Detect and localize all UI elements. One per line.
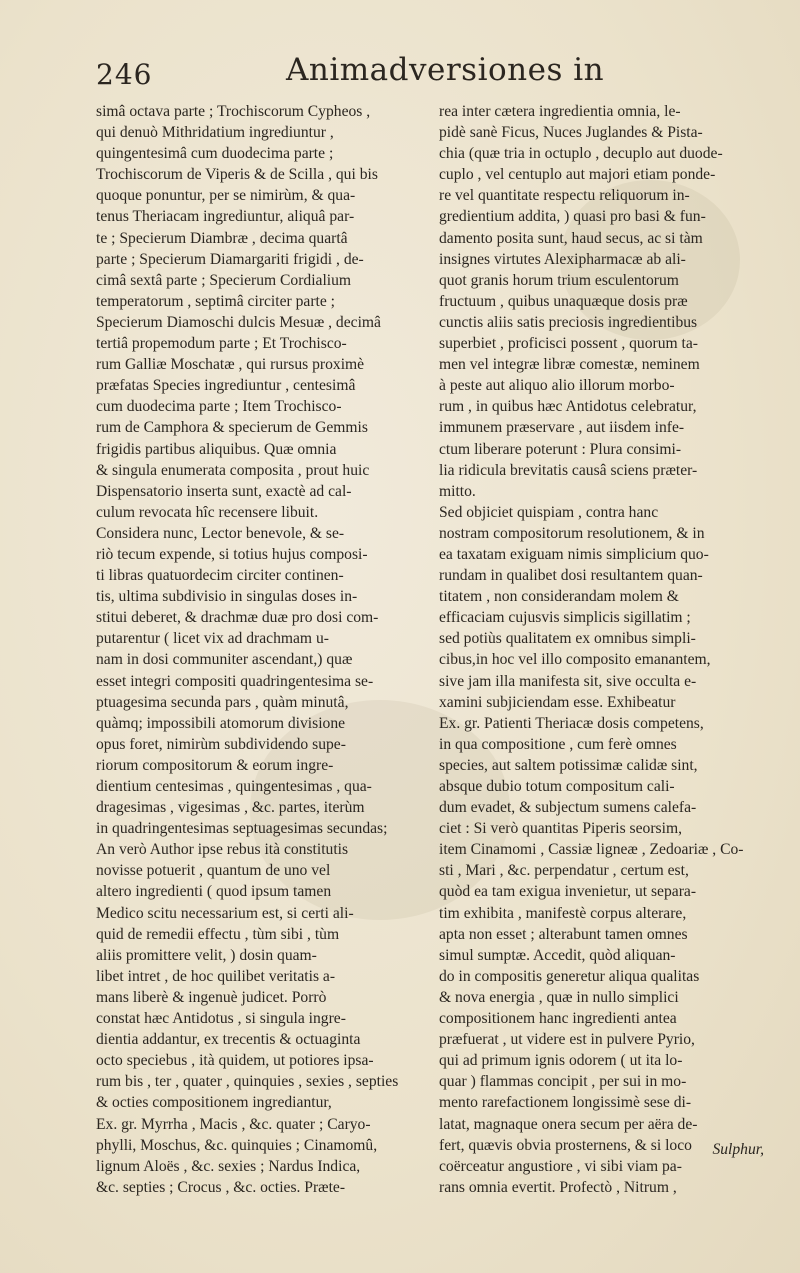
running-title: Animadversiones in [286,52,605,88]
text-line: rum , in quibus hæc Antidotus celebratur, [439,398,697,416]
text-line: novisse potuerit , quantum de uno vel [96,862,331,880]
text-line: quar ) flammas concipit , per sui in mo- [439,1073,687,1091]
text-line: fert, quævis obvia prosternens, & si loco [439,1136,692,1154]
text-line: aliis promittere velit, ) dosin quam- [96,946,317,964]
text-line: phylli, Moschus, &c. quinquies ; Cinamomû, [96,1136,378,1154]
text-line: &c. septies ; Crocus , &c. octies. Præte- [96,1178,346,1196]
text-line: fructuum , quibus unaquæque dosis præ [439,292,688,310]
text-line: men vel integræ libræ comestæ, neminem [439,356,700,374]
text-line: pidè sanè Ficus, Nuces Juglandes & Pista- [439,124,703,142]
text-line: octo speciebus , ità quidem, ut potiores ipsa- [96,1052,374,1070]
text-line: riorum compositorum & eorum ingre- [96,756,334,774]
text-line: esset integri compositi quadringentesima se- [96,672,374,690]
text-line: præfuerat , ut videre est in pulvere Pyrio, [439,1031,695,1049]
text-line: rundam in qualibet dosi resultantem quan- [439,567,703,585]
text-line: do in compositis generetur aliqua qualitas [439,967,700,985]
text-line: xamini subjiciendam esse. Exhibeatur [439,693,676,711]
text-line: culum revocata hîc recensere libuit. [96,503,319,521]
text-line: sed potiùs qualitatem ex omnibus simpli- [439,630,696,648]
text-line: nostram compositorum resolutionem, & in [439,524,705,542]
text-line: absque dubio totum compositum cali- [439,778,675,795]
text-line: altero ingredienti ( quod ipsum tamen [96,883,332,901]
text-line: mans liberè & ingenuè judicet. Porrò [96,988,327,1006]
text-line: chia (quæ tria in octuplo , decuplo aut duode- [439,145,723,163]
text-line: mento rarefactionem longissimè sese di- [439,1094,692,1112]
text-line: tim exhibita , manifestè corpus alterare, [439,904,687,922]
text-line: sti , Mari , &c. perpendatur , certum est, [439,862,689,880]
text-line: latat, magnaque onera secum per aëra de- [439,1115,698,1133]
text-line: titatem , non considerandam molem & [439,588,679,606]
text-line: coërceatur angustiore , vi sibi viam pa- [439,1157,682,1175]
text-line: Considera nunc, Lector benevole, & se- [96,524,345,542]
text-line: species, aut saltem potissimæ calidæ sint, [439,756,698,774]
text-line: quàmq; impossibili atomorum divisione [96,714,346,732]
text-line: & octies compositionem ingrediantur, [96,1094,332,1112]
text-line: immunem præservare , aut iisdem infe- [439,419,685,437]
text-line: constat hæc Antidotus , si singula ingre- [96,1010,346,1028]
text-line: opus foret, nimirùm subdividendo supe- [96,735,346,753]
text-line: Ex. gr. Myrrha , Macis , &c. quater ; Caryo- [96,1115,371,1133]
text-line: dientium centesimas , quingentesimas , qua- [96,778,372,795]
text-line: dum evadet, & subjectum sumens calefa- [439,799,697,817]
text-line: temperatorum , septimâ circiter parte ; [96,292,336,310]
text-line: nam in dosi communiter ascendant,) quæ [96,651,353,669]
text-line: putarentur ( licet vix ad drachmam u- [96,630,329,648]
text-line: Dispensatorio inserta sunt, exactè ad cal- [96,482,352,500]
text-line: & nova energia , quæ in nullo simplici [439,988,679,1006]
text-line: quot granis horum trium esculentorum [439,271,679,289]
page-number: 246 [96,58,153,91]
text-line: lignum Aloës , &c. sexies ; Nardus Indica, [96,1157,361,1175]
text-line: frigidis partibus aliquibus. Quæ omnia [96,440,337,458]
text-line: Specierum Diamoschi dulcis Mesuæ , decimâ [96,313,381,331]
text-line: gredientium addita, ) quasi pro basi & fun- [439,208,706,226]
text-line: præfatas Species ingrediuntur , centesimâ [96,377,356,395]
text-line: in quadringentesimas septuagesimas secundas; [96,820,388,838]
text-line: Medico scitu necessarium est, si certi ali- [96,904,354,922]
text-line: dragesimas , vigesimas , &c. partes, iterùm [96,799,365,817]
text-line: in qua compositione , cum ferè omnes [439,735,677,753]
text-line: Sed objiciet quispiam , contra hanc [439,503,659,521]
right-text-column [439,101,769,1198]
text-line: quòd ea tam exigua invenietur, ut separa- [439,883,697,901]
text-line: cimâ sextâ parte ; Specierum Cordialium [96,271,352,289]
text-line: qui ad primum ignis odorem ( ut ita lo- [439,1052,683,1070]
text-line: qui denuò Mithridatium ingrediuntur , [96,124,334,142]
left-text-column [96,101,420,1198]
text-line: apta non esset ; alterabunt tamen omnes [439,925,688,943]
text-line: rum bis , ter , quater , quinquies , sexies , septies [96,1073,399,1091]
text-line: quid de remedii effectu , tùm sibi , tùm [96,925,340,943]
text-line: Trochiscorum de Viperis & de Scilla , qui bis [96,166,378,184]
text-line: simul sumptæ. Accedit, quòd aliquan- [439,946,676,964]
text-line: parte ; Specierum Diamargariti frigidi , de- [96,250,364,268]
text-line: ctum liberare poterunt : Plura consimi- [439,440,682,458]
text-line: te ; Specierum Diambræ , decima quartâ [96,229,348,247]
text-line: ciet : Si verò quantitas Piperis seorsim, [439,820,682,838]
text-line: ea taxatam exiguam nimis simplicium quo- [439,545,709,563]
text-line: tertiâ propemodum parte ; Et Trochisco- [96,335,347,353]
text-line: ptuagesima secunda pars , quàm minutâ, [96,693,349,711]
text-line: quingentesimâ cum duodecima parte ; [96,145,334,163]
text-line: rum Galliæ Moschatæ , qui rursus proximè [96,356,365,374]
text-line: re vel quantitate respectu reliquorum in- [439,187,690,205]
text-line: quoque ponuntur, per se nimirùm, & qua- [96,187,356,205]
text-line: An verò Author ipse rebus ità constitutis [96,841,349,859]
text-line: damento posita sunt, haud secus, ac si tàm [439,229,703,247]
text-line: simâ octava parte ; Trochiscorum Cypheos , [96,103,371,120]
text-line: à peste aut aliquo alio illorum morbo- [439,377,675,395]
text-line: cum duodecima parte ; Item Trochisco- [96,398,342,416]
text-line: lia ridicula brevitatis causâ sciens præter- [439,461,698,479]
text-line: libet intret , de hoc quilibet veritatis a- [96,967,336,985]
text-line: rea inter cætera ingredientia omnia, le- [439,103,681,120]
text-line: superbiet , proficisci possent , quorum ta- [439,335,698,353]
text-line: insignes virtutes Alexipharmacæ ab ali- [439,250,686,268]
text-line: item Cinamomi , Cassiæ ligneæ , Zedoariæ , Co- [439,841,744,859]
text-line: tenus Theriacam ingrediuntur, aliquâ par- [96,208,355,226]
text-line: riò tecum expende, si totius hujus composi- [96,545,368,563]
page-header [96,52,756,96]
text-line: Ex. gr. Patienti Theriacæ dosis competens, [439,714,704,732]
text-line: tis, ultima subdivisio in singulas doses in- [96,588,358,606]
text-line: efficaciam cujusvis simplicis sigillatim ; [439,609,691,627]
text-line: cunctis aliis satis preciosis ingredientibus [439,313,698,331]
catchword: Sulphur, [712,1141,764,1158]
text-line: mitto. [439,482,476,500]
text-line: rans omnia evertit. Profectò , Nitrum , [439,1178,677,1196]
text-line: & singula enumerata composita , prout huic [96,461,370,479]
text-line: cibus,in hoc vel illo composito emanantem, [439,651,711,669]
text-line: ti libras quatuordecim circiter continen- [96,567,344,585]
text-line: compositionem hanc ingredienti antea [439,1010,677,1028]
text-line: dientia addantur, ex trecentis & octuaginta [96,1031,361,1049]
text-line: sive jam illa manifesta sit, sive occulta e- [439,672,697,690]
text-line: stitui deberet, & drachmæ duæ pro dosi com- [96,609,379,627]
text-line: cuplo , vel centuplo aut majori etiam ponde- [439,166,716,184]
text-line: rum de Camphora & specierum de Gemmis [96,419,368,437]
